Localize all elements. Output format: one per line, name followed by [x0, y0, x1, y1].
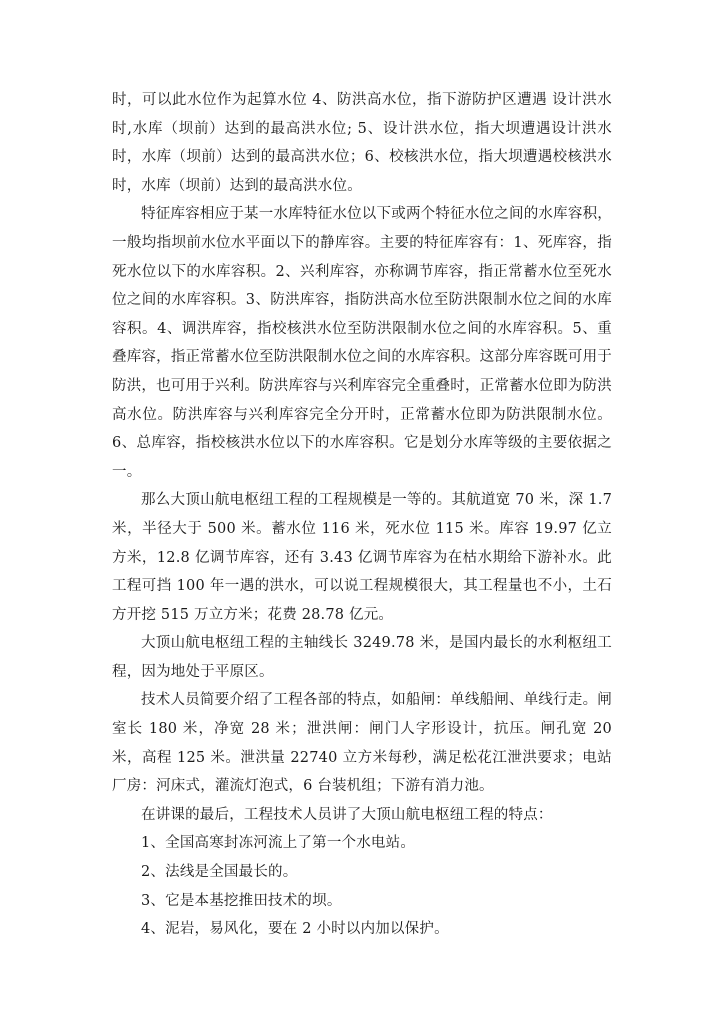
- document-body: [112, 86, 612, 944]
- paragraph-features-intro: 在讲课的最后，工程技术人员讲了大顶山航电枢纽工程的特点：: [141, 806, 553, 823]
- paragraph-project-scale: 那么大顶山航电枢纽工程的工程规模是一等的。其航道宽 70 米，深 1.7 米，半径大于 500 米。蓄水位 116 米，死水位 115 米。库容 19.97 亿立方米，12.8 亿调节库容，还有 3.43 亿调节库容为在枯水期给下游补水。此工程可挡 100 年一遇的洪水，可以说工程规模很大，其工程量也不小，土石方开挖 515 万立方米；花费 28.78 亿元。: [112, 492, 612, 623]
- paragraph-main-axis: 大顶山航电枢纽工程的主轴线长 3249.78 米，是国内最长的水利枢纽工程，因为地处于平原区。: [112, 635, 612, 680]
- paragraph-water-levels: 时，可以此水位作为起算水位 4、防洪高水位，指下游防护区遭遇 设计洪水时,水库（坝前）达到的最高洪水位; 5、设计洪水位，指大坝遭遇设计洪水时，水库（坝前）达到的最高洪水位；6、校核洪水位，指大坝遭遇校核洪水时，水库（坝前）达到的最高洪水位。: [112, 92, 612, 194]
- paragraph-storage-capacity: 特征库容相应于某一水库特征水位以下或两个特征水位之间的水库容积，一般均指坝前水位水平面以下的静库容。主要的特征库容有：1、死库容，指死水位以下的水库容积。2、兴利库容，亦称调节库容，指正常蓄水位至死水位之间的水库容积。3、防洪库容，指防洪高水位至防洪限制水位之间的水库容积。4、调洪库容，指校核洪水位至防洪限制水位之间的水库容积。5、重叠库容，指正常蓄水位至防洪限制水位之间的水库容积。这部分库容既可用于防洪，也可用于兴利。防洪库容与兴利库容完全重叠时，正常蓄水位即为防洪高水位。防洪库容与兴利库容完全分开时，正常蓄水位即为防洪限制水位。6、总库容，指校核洪水位以下的水库容积。它是划分水库等级的主要依据之一。: [112, 206, 612, 480]
- list-item-feature-3: 3、它是本基挖推田技术的坝。: [141, 892, 342, 909]
- list-item-feature-2: 2、法线是全国最长的。: [141, 864, 298, 881]
- list-item-feature-4: 4、泥岩，易风化，要在 2 小时以内加以保护。: [141, 921, 449, 938]
- paragraph-components: 技术人员简要介绍了工程各部的特点，如船闸：单线船闸、单线行走。闸室长 180 米，净宽 28 米；泄洪闸：闸门人字形设计，抗压。闸孔宽 20 米，高程 125 米。泄洪量 22740 立方米每秒，满足松花江泄洪要求；电站厂房：河床式，灌流灯泡式，6 台装机组；下游有消力池。: [112, 692, 612, 795]
- list-item-feature-1: 1、全国高寒封冻河流上了第一个水电站。: [141, 835, 416, 852]
